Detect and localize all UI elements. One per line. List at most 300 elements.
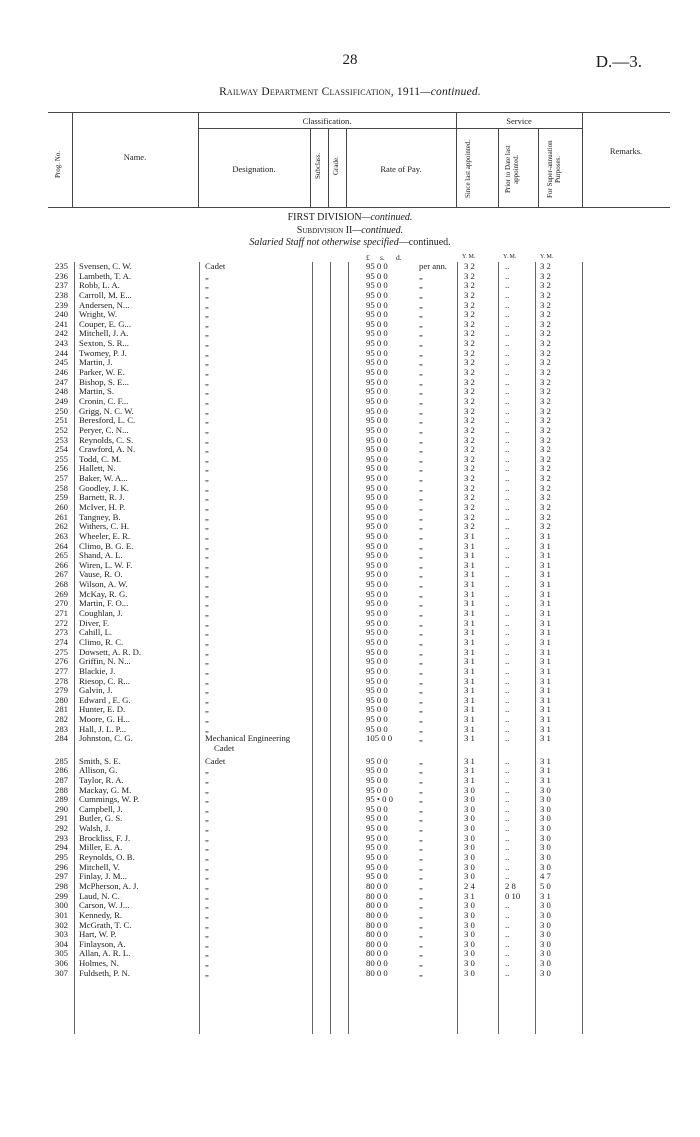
prog-number: 271 [54, 608, 68, 619]
rate-of-pay: 95 0 0 [366, 646, 388, 657]
staff-name: Goodley, J. K. [79, 482, 129, 493]
service-prior: .. [505, 376, 510, 387]
designation: „ [205, 405, 209, 416]
designation: „ [205, 540, 209, 551]
designation: „ [205, 967, 209, 978]
service-superannuation: 3 1 [540, 890, 551, 901]
staff-name: Shand, A. L. [79, 550, 123, 561]
service-superannuation: 3 1 [540, 665, 551, 676]
staff-name: Todd, C. M. [79, 453, 122, 464]
service-prior: .. [505, 569, 510, 580]
service-prior: .. [505, 967, 510, 978]
designation: „ [205, 598, 209, 609]
pay-period: „ [419, 733, 423, 744]
prog-number: 237 [54, 280, 68, 291]
staff-name: Johnston, C. G. [79, 733, 133, 744]
rate-of-pay: 95 0 0 [366, 598, 388, 609]
service-since-last: 3 2 [464, 444, 475, 455]
subdivision-heading [0, 225, 700, 238]
service-since-last: 3 2 [464, 367, 475, 378]
staff-name: Wheeler, E. R. [79, 530, 131, 541]
service-prior: .. [505, 733, 510, 744]
rate-of-pay: 95 0 0 [366, 473, 388, 484]
designation: „ [205, 823, 209, 834]
division-continued: —continued. [361, 212, 413, 223]
rate-of-pay: 95 0 0 [366, 675, 388, 686]
rate-of-pay: 95 0 0 [366, 444, 388, 455]
service-since-last: 3 0 [464, 958, 475, 969]
service-since-last: 3 1 [464, 704, 475, 715]
designation: „ [205, 852, 209, 863]
prog-number: 235 [54, 261, 68, 271]
service-superannuation: 3 1 [540, 627, 551, 638]
designation: „ [205, 318, 209, 329]
staff-name: Mitchell, V. [79, 861, 120, 872]
header-prog-no: Prog. No. [54, 150, 62, 179]
designation: „ [205, 948, 209, 959]
designation: „ [205, 929, 209, 940]
service-superannuation: 3 2 [540, 405, 551, 416]
pay-period: „ [419, 463, 423, 474]
service-since-last: 3 1 [464, 540, 475, 551]
staff-name: Withers, C. H. [79, 521, 130, 532]
service-prior: .. [505, 704, 510, 715]
service-since-last: 3 1 [464, 627, 475, 638]
rate-of-pay: 95 0 0 [366, 453, 388, 464]
service-superannuation: 3 2 [540, 424, 551, 435]
designation: „ [205, 309, 209, 320]
designation: „ [205, 784, 209, 795]
pay-period: „ [419, 704, 423, 715]
designation: „ [205, 842, 209, 853]
prog-number: 297 [54, 871, 68, 882]
service-superannuation: 3 1 [540, 598, 551, 609]
service-since-last: 3 0 [464, 832, 475, 843]
service-superannuation: 3 0 [540, 784, 551, 795]
rate-of-pay: 80 0 0 [366, 880, 388, 891]
designation: „ [205, 675, 209, 686]
service-since-last: 3 0 [464, 938, 475, 949]
designation: Mechanical Engineering [205, 733, 291, 744]
staff-name: Coughlan, J. [79, 608, 123, 619]
rate-of-pay: 95 0 0 [366, 871, 388, 882]
table-row-continuation [0, 744, 700, 754]
service-prior: .. [505, 502, 510, 512]
staff-name: Martin, S. [79, 386, 114, 397]
prog-number: 259 [54, 492, 68, 503]
service-superannuation: 3 0 [540, 938, 551, 949]
pay-period: „ [419, 784, 423, 795]
pay-period: „ [419, 909, 423, 920]
service-since-last: 3 1 [464, 755, 475, 766]
staff-name: Mackay, G. M. [79, 784, 132, 795]
prog-number: 240 [54, 309, 68, 320]
service-since-last: 3 0 [464, 794, 475, 805]
service-since-last: 3 2 [464, 280, 475, 291]
service-since-last: 3 2 [464, 482, 475, 493]
service-since-last: 3 0 [464, 909, 475, 920]
service-prior: .. [505, 367, 510, 378]
pay-period: „ [419, 665, 423, 676]
designation: „ [205, 627, 209, 638]
service-prior: .. [505, 424, 510, 435]
service-prior: .. [505, 357, 510, 368]
rate-of-pay: 80 0 0 [366, 900, 388, 911]
service-since-last: 3 1 [464, 579, 475, 590]
prog-number: 251 [54, 415, 68, 426]
service-since-last: 3 2 [464, 347, 475, 358]
service-since-last: 3 1 [464, 765, 475, 776]
designation: „ [205, 685, 209, 696]
service-since-last: 3 1 [464, 733, 475, 744]
service-since-last: 3 1 [464, 656, 475, 667]
header-grade: Grade. [332, 156, 340, 176]
prog-number: 279 [54, 685, 68, 696]
service-since-last: 3 2 [464, 289, 475, 300]
service-superannuation: 3 1 [540, 774, 551, 785]
staff-name: McPherson, A. J. [79, 880, 139, 891]
service-since-last: 3 1 [464, 774, 475, 785]
service-superannuation: 3 0 [540, 900, 551, 911]
pay-period: „ [419, 473, 423, 484]
service-prior: .. [505, 938, 510, 949]
pay-period: „ [419, 318, 423, 329]
service-superannuation: 3 1 [540, 530, 551, 541]
designation: „ [205, 900, 209, 911]
prog-number: 236 [54, 270, 68, 281]
service-prior: .. [505, 832, 510, 843]
staff-name: Andersen, N... [79, 299, 130, 310]
service-superannuation: 3 1 [540, 656, 551, 667]
pay-period: „ [419, 919, 423, 930]
document-reference: D.—3. [595, 52, 642, 71]
staff-name: Galvin, J. [79, 685, 113, 696]
rate-of-pay: 95 0 0 [366, 823, 388, 834]
unit-pence: d. [396, 253, 402, 262]
service-superannuation: 3 1 [540, 646, 551, 657]
header-designation: Designation. [232, 164, 276, 174]
rate-of-pay: 95 0 0 [366, 665, 388, 676]
designation: „ [205, 530, 209, 541]
pay-period: „ [419, 569, 423, 580]
rate-of-pay: 80 0 0 [366, 967, 388, 978]
service-superannuation: 3 1 [540, 617, 551, 628]
pay-period: „ [419, 646, 423, 657]
service-prior: .. [505, 434, 510, 445]
pay-period: „ [419, 347, 423, 358]
service-since-last: 3 2 [464, 328, 475, 339]
service-prior: .. [505, 723, 510, 734]
staff-name: Crawford, A. N. [79, 444, 136, 455]
header-subclass: Subclass. [314, 152, 322, 180]
staff-name: Laud, N. C. [79, 890, 120, 901]
rate-of-pay: 95 0 0 [366, 270, 388, 281]
pay-period: „ [419, 559, 423, 570]
prog-number: 276 [54, 656, 68, 667]
service-superannuation: 3 1 [540, 765, 551, 776]
designation: „ [205, 765, 209, 776]
service-superannuation: 3 2 [540, 492, 551, 503]
prog-number: 304 [54, 938, 68, 949]
rate-of-pay: 95 0 0 [366, 852, 388, 863]
prog-number: 289 [54, 794, 68, 805]
prog-number: 253 [54, 434, 68, 445]
service-since-last: 3 0 [464, 948, 475, 959]
designation: „ [205, 636, 209, 647]
service-prior: .. [505, 871, 510, 882]
pay-period: „ [419, 299, 423, 310]
service-since-last: 3 0 [464, 929, 475, 940]
pay-period: „ [419, 608, 423, 619]
staff-name: Sexton, S. R... [79, 338, 129, 349]
service-prior: .. [505, 270, 510, 281]
pay-period: „ [419, 434, 423, 445]
service-since-last: 3 0 [464, 784, 475, 795]
prog-number: 261 [54, 511, 68, 522]
designation: „ [205, 376, 209, 387]
rate-of-pay: 95 0 0 [366, 540, 388, 551]
rate-of-pay: 95 0 0 [366, 803, 388, 814]
service-prior: .. [505, 540, 510, 551]
prog-number: 294 [54, 842, 68, 853]
rate-of-pay: 95 0 0 [366, 338, 388, 349]
service-since-last: 3 0 [464, 852, 475, 863]
service-prior: .. [505, 929, 510, 940]
service-superannuation: 3 1 [540, 714, 551, 725]
pay-period: „ [419, 948, 423, 959]
service-prior: .. [505, 665, 510, 676]
pay-period: „ [419, 492, 423, 503]
prog-number: 307 [54, 967, 68, 978]
rate-of-pay: 95 0 0 [366, 405, 388, 416]
designation: „ [205, 617, 209, 628]
service-prior: .. [505, 675, 510, 686]
service-prior: .. [505, 919, 510, 930]
staff-name: Taylor, R. A. [79, 774, 124, 785]
designation: „ [205, 453, 209, 464]
designation: „ [205, 338, 209, 349]
staff-name: McIver, H. P. [79, 502, 126, 512]
pay-period: „ [419, 386, 423, 397]
designation: „ [205, 559, 209, 570]
pay-period: „ [419, 765, 423, 776]
prog-number: 277 [54, 665, 68, 676]
unit-ym-prior: Y. M. [503, 254, 517, 260]
service-superannuation: 3 0 [540, 823, 551, 834]
rate-of-pay: 95 0 0 [366, 530, 388, 541]
rate-of-pay: 95 0 0 [366, 569, 388, 580]
designation: „ [205, 367, 209, 378]
pay-period: „ [419, 289, 423, 300]
designation: „ [205, 415, 209, 426]
prog-number: 273 [54, 627, 68, 638]
pay-period: „ [419, 794, 423, 805]
pay-period: „ [419, 540, 423, 551]
staff-name: Wright, W. [79, 309, 118, 320]
service-prior: .. [505, 405, 510, 416]
division-title: FIRST DIVISION [287, 212, 362, 223]
staff-name: Climo, R. C. [79, 636, 124, 647]
prog-number: 296 [54, 861, 68, 872]
prog-number: 268 [54, 579, 68, 590]
service-superannuation: 3 0 [540, 967, 551, 978]
pay-period: „ [419, 714, 423, 725]
rate-of-pay: 95 0 0 [366, 694, 388, 705]
service-prior: .. [505, 415, 510, 426]
service-since-last: 3 2 [464, 415, 475, 426]
service-prior: .. [505, 765, 510, 776]
pay-period: „ [419, 627, 423, 638]
rate-of-pay: 95 0 0 [366, 617, 388, 628]
staff-name: McKay, R. G. [79, 588, 128, 599]
prog-number: 260 [54, 502, 68, 512]
rate-of-pay: 80 0 0 [366, 938, 388, 949]
rate-of-pay: 80 0 0 [366, 958, 388, 969]
rate-of-pay: 95 0 0 [366, 463, 388, 474]
designation: „ [205, 588, 209, 599]
staff-name: McGrath, T. C. [79, 919, 132, 930]
designation: „ [205, 694, 209, 705]
service-since-last: 3 0 [464, 813, 475, 824]
rate-of-pay: 95 0 0 [366, 502, 388, 512]
designation: „ [205, 861, 209, 872]
rate-of-pay: 95 0 0 [366, 636, 388, 647]
designation: „ [205, 357, 209, 368]
service-since-last: 3 1 [464, 588, 475, 599]
service-since-last: 3 1 [464, 890, 475, 901]
staff-name: Climo, B. G. E. [79, 540, 134, 551]
staff-name: Riesop, C. R... [79, 675, 130, 686]
service-prior: .. [505, 309, 510, 320]
staff-name: Vause, R. O. [79, 569, 123, 580]
staff-name: Hallett, N. [79, 463, 116, 474]
designation: „ [205, 434, 209, 445]
service-prior: .. [505, 299, 510, 310]
rate-of-pay: 95 0 0 [366, 415, 388, 426]
pay-period: „ [419, 424, 423, 435]
rate-of-pay: 95 0 0 [366, 328, 388, 339]
service-since-last: 3 1 [464, 665, 475, 676]
staff-name: Smith, S. E. [79, 755, 121, 766]
rate-of-pay: 95 0 0 [366, 492, 388, 503]
service-superannuation: 3 0 [540, 948, 551, 959]
pay-period: „ [419, 656, 423, 667]
salaried-continued: —continued. [398, 237, 451, 248]
service-since-last: 3 2 [464, 463, 475, 474]
pay-period: „ [419, 550, 423, 561]
page-number: 28 [342, 52, 358, 68]
rate-of-pay: 95 0 0 [366, 656, 388, 667]
service-superannuation: 3 1 [540, 579, 551, 590]
pay-period: „ [419, 376, 423, 387]
pay-period: „ [419, 685, 423, 696]
prog-number: 291 [54, 813, 68, 824]
header-name: Name. [123, 152, 147, 162]
service-superannuation: 3 2 [540, 338, 551, 349]
service-prior: .. [505, 559, 510, 570]
service-prior: .. [505, 492, 510, 503]
service-superannuation: 3 0 [540, 919, 551, 930]
prog-number: 299 [54, 890, 68, 901]
pay-period: „ [419, 755, 423, 766]
rate-of-pay: 95 0 0 [366, 357, 388, 368]
prog-number: 275 [54, 646, 68, 657]
subdivision-continued: —continued. [352, 224, 404, 236]
rate-of-pay: 95 0 0 [366, 347, 388, 358]
prog-number: 284 [54, 733, 68, 744]
staff-name: Tangney, B. [79, 511, 121, 522]
rate-of-pay: 80 0 0 [366, 919, 388, 930]
designation: „ [205, 270, 209, 281]
service-superannuation: 3 2 [540, 511, 551, 522]
table-row [0, 969, 700, 979]
service-superannuation: 3 2 [540, 357, 551, 368]
prog-number: 274 [54, 636, 68, 647]
pay-period: „ [419, 598, 423, 609]
header-rate-of-pay: Rate of Pay. [380, 164, 422, 174]
designation: „ [205, 502, 209, 512]
prog-number: 242 [54, 328, 68, 339]
service-superannuation: 3 1 [540, 704, 551, 715]
rate-of-pay: 95 0 0 [366, 550, 388, 561]
header-superannuation: For Super-annuation Purposes. [546, 140, 562, 198]
prog-number: 286 [54, 765, 68, 776]
staff-name: Allison, G. [79, 765, 118, 776]
pay-period: „ [419, 357, 423, 368]
designation: „ [205, 803, 209, 814]
service-superannuation: 3 2 [540, 386, 551, 397]
designation: „ [205, 832, 209, 843]
service-superannuation: 3 2 [540, 502, 551, 512]
rate-of-pay: 95 0 0 [366, 482, 388, 493]
staff-name: Holmes, N. [79, 958, 119, 969]
service-prior: .. [505, 588, 510, 599]
staff-name: Svensen, C. W. [79, 261, 132, 271]
rate-of-pay: 95 0 0 [366, 685, 388, 696]
rate-of-pay: 95 0 0 [366, 755, 388, 766]
staff-name: Butler, G. S. [79, 813, 123, 824]
staff-name: Bishop, S. E... [79, 376, 129, 387]
service-since-last: 3 1 [464, 569, 475, 580]
service-since-last: 3 1 [464, 694, 475, 705]
staff-name: Mitchell, J. A. [79, 328, 129, 339]
prog-number: 303 [54, 929, 68, 940]
service-prior: .. [505, 842, 510, 853]
service-since-last: 3 1 [464, 608, 475, 619]
designation: „ [205, 386, 209, 397]
service-since-last: 3 2 [464, 376, 475, 387]
rate-of-pay: 95 0 0 [366, 511, 388, 522]
service-since-last: 3 1 [464, 675, 475, 686]
service-since-last: 3 0 [464, 803, 475, 814]
designation: „ [205, 909, 209, 920]
unit-ym-super: Y. M. [540, 254, 554, 260]
staff-name: Barnett, R. J. [79, 492, 125, 503]
heading-main: Railway Department Classification, 1911 [219, 86, 421, 98]
pay-period: „ [419, 309, 423, 320]
service-since-last: 3 0 [464, 861, 475, 872]
service-prior: .. [505, 338, 510, 349]
rate-of-pay: 95 0 0 [366, 289, 388, 300]
service-since-last: 3 0 [464, 900, 475, 911]
pay-period: „ [419, 453, 423, 464]
heading-continued: —continued. [420, 86, 481, 98]
service-since-last: 3 2 [464, 453, 475, 464]
pay-period: „ [419, 967, 423, 978]
service-superannuation: 3 2 [540, 444, 551, 455]
prog-number: 238 [54, 289, 68, 300]
pay-period: „ [419, 636, 423, 647]
